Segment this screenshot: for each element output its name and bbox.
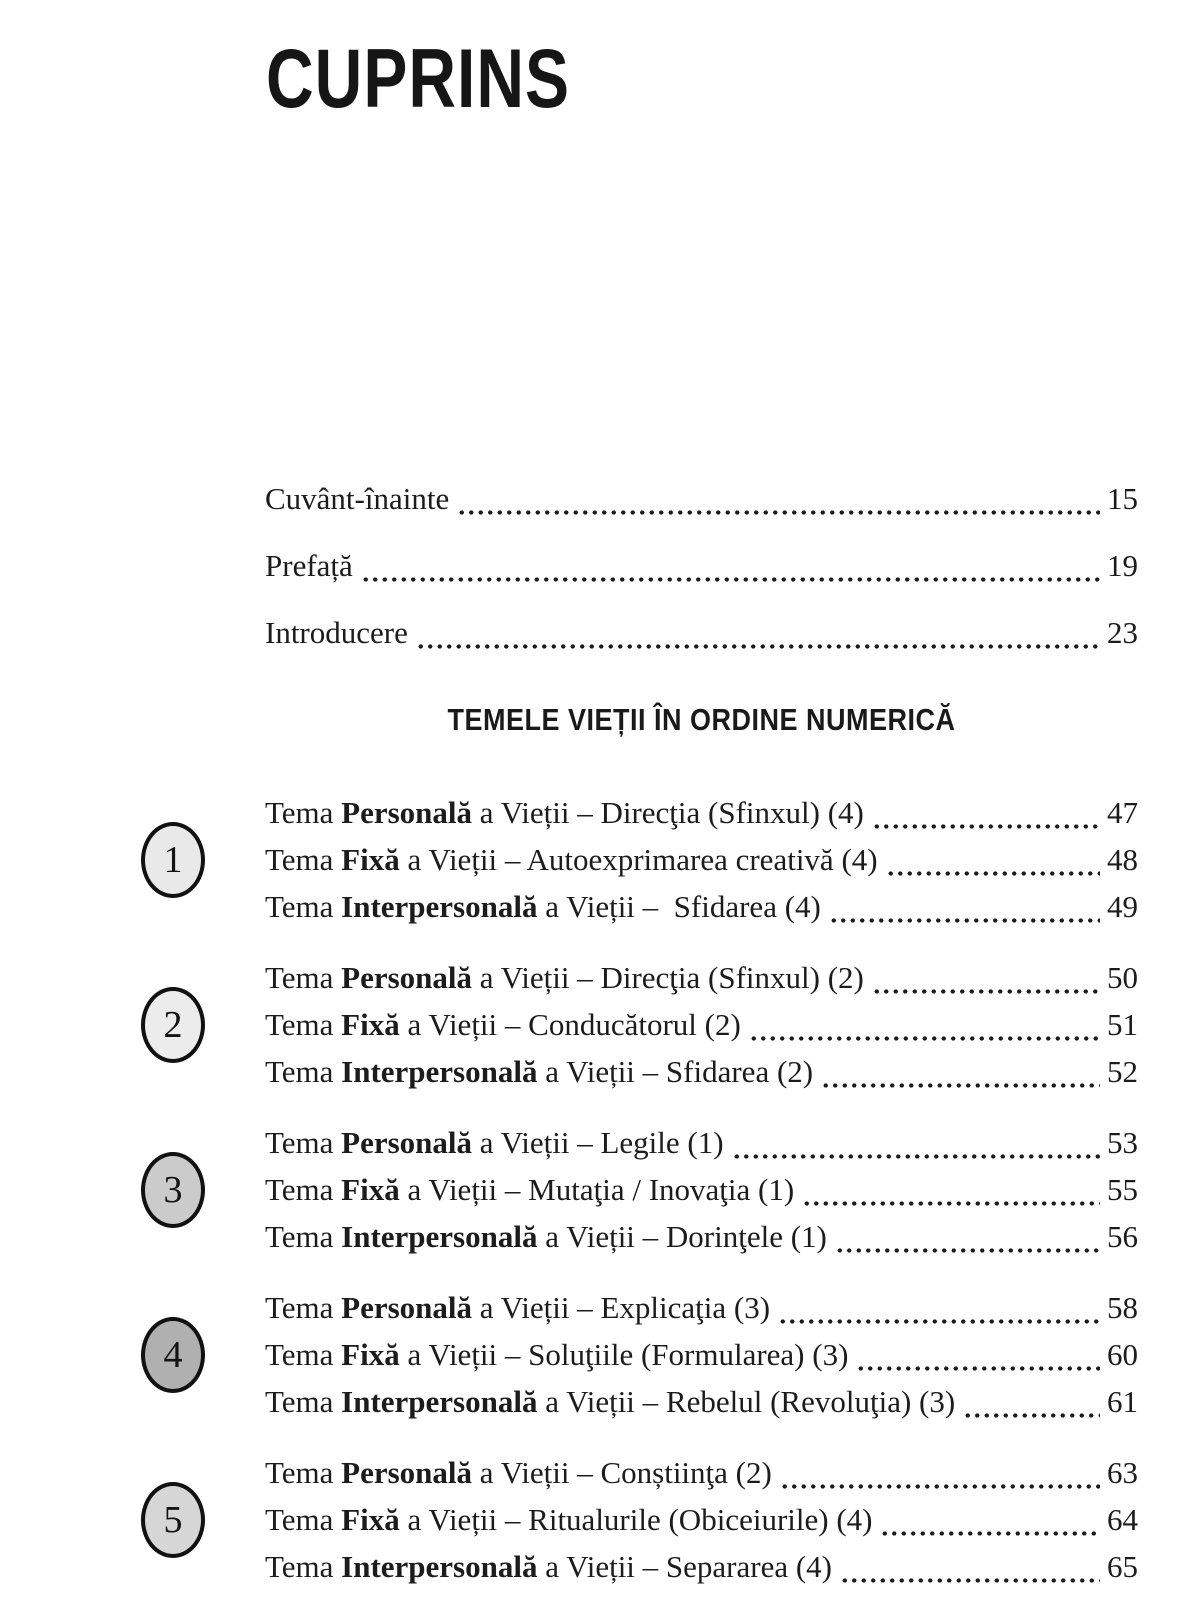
toc-entry-label: Tema Personală a Vieții – Direcţia (Sfinxul) (2) — [265, 960, 864, 995]
theme-group — [163, 954, 1138, 1095]
dot-leader — [821, 1083, 1100, 1088]
group-number-badge: 5 — [141, 1482, 205, 1558]
dot-leader — [872, 824, 1100, 829]
toc-entry-row — [265, 543, 1138, 589]
toc-entry-page-number: 61 — [1107, 1384, 1138, 1419]
toc-entry-label: Tema Interpersonală a Vieții – Rebelul (Revoluţia) (3) — [265, 1384, 956, 1419]
toc-entry-label: Tema Interpersonală a Vieții – Sfidarea (4) — [265, 889, 821, 924]
toc-entry-page-number: 65 — [1107, 1549, 1138, 1584]
toc-entry-label: Tema Personală a Vieții – Conștiinţa (2) — [265, 1455, 772, 1490]
dot-leader — [835, 1248, 1100, 1253]
group-number-badge: 2 — [141, 987, 205, 1063]
toc-entry-page-number: 49 — [1107, 889, 1138, 924]
toc-entry-page-number: 64 — [1107, 1502, 1138, 1537]
toc-entry-page-number: 23 — [1107, 615, 1138, 650]
dot-leader — [829, 918, 1100, 923]
front-matter-list — [265, 476, 1138, 677]
theme-group — [163, 1119, 1138, 1260]
dot-leader — [802, 1201, 1100, 1206]
toc-entry-page-number: 47 — [1107, 795, 1138, 830]
toc-entry-label: Tema Personală a Vieții – Legile (1) — [265, 1125, 724, 1160]
toc-entry-row — [265, 1048, 1138, 1095]
toc-entry-label: Tema Fixă a Vieții – Ritualurile (Obiceiurile) (4) — [265, 1502, 873, 1537]
toc-entry-row — [265, 789, 1138, 836]
toc-entry-page-number: 53 — [1107, 1125, 1138, 1160]
group-number-badge: 3 — [141, 1152, 205, 1228]
toc-entry-page-number: 19 — [1107, 548, 1138, 583]
theme-group — [163, 1449, 1138, 1590]
toc-entry-page-number: 56 — [1107, 1219, 1138, 1254]
toc-entry-label: Tema Interpersonală a Vieții – Sfidarea (2) — [265, 1054, 814, 1089]
toc-entry-label: Tema Interpersonală a Vieții – Dorinţele (1) — [265, 1219, 827, 1254]
dot-leader — [886, 871, 1100, 876]
dot-leader — [416, 644, 1100, 649]
dot-leader — [840, 1578, 1100, 1583]
toc-entry-row — [265, 1213, 1138, 1260]
toc-entry-label: Prefață — [265, 548, 353, 583]
toc-entry-row — [265, 883, 1138, 930]
dot-leader — [778, 1319, 1100, 1324]
dot-leader — [963, 1413, 1100, 1418]
section-heading: TEMELE VIEȚII ÎN ORDINE NUMERICĂ — [447, 703, 956, 737]
toc-entry-page-number: 60 — [1107, 1337, 1138, 1372]
toc-entry-label: Tema Interpersonală a Vieții – Separarea (4) — [265, 1549, 832, 1584]
dot-leader — [872, 989, 1100, 994]
toc-entry-row — [265, 1543, 1138, 1590]
group-number-badge: 1 — [141, 822, 205, 898]
toc-entry-row — [265, 1449, 1138, 1496]
toc-entry-label: Tema Fixă a Vieții – Conducătorul (2) — [265, 1007, 741, 1042]
toc-entry-page-number: 15 — [1107, 481, 1138, 516]
dot-leader — [880, 1531, 1100, 1536]
toc-entry-page-number: 58 — [1107, 1290, 1138, 1325]
toc-entry-page-number: 51 — [1107, 1007, 1138, 1042]
toc-entry-row — [265, 1166, 1138, 1213]
dot-leader — [457, 510, 1100, 515]
numbered-theme-groups — [163, 789, 1138, 1600]
toc-entry-row — [265, 476, 1138, 522]
toc-entry-row — [265, 1331, 1138, 1378]
toc-entry-row — [265, 1119, 1138, 1166]
toc-entry-row — [265, 1378, 1138, 1425]
toc-entry-page-number: 52 — [1107, 1054, 1138, 1089]
theme-group — [163, 789, 1138, 930]
toc-entry-row — [265, 836, 1138, 883]
toc-entry-page-number: 55 — [1107, 1172, 1138, 1207]
dot-leader — [749, 1036, 1100, 1041]
toc-entry-page-number: 48 — [1107, 842, 1138, 877]
toc-entry-page-number: 50 — [1107, 960, 1138, 995]
dot-leader — [732, 1154, 1100, 1159]
toc-entry-page-number: 63 — [1107, 1455, 1138, 1490]
toc-entry-row — [265, 1496, 1138, 1543]
toc-entry-label: Tema Fixă a Vieții – Soluţiile (Formularea) (3) — [265, 1337, 849, 1372]
page-title: CUPRINS — [266, 31, 571, 125]
toc-entry-label: Cuvânt-înainte — [265, 481, 450, 516]
toc-entry-label: Tema Personală a Vieții – Explicaţia (3) — [265, 1290, 771, 1325]
toc-entry-row — [265, 610, 1138, 656]
dot-leader — [780, 1484, 1100, 1489]
toc-entry-label: Tema Personală a Vieții – Direcţia (Sfinxul) (4) — [265, 795, 864, 830]
group-number-badge: 4 — [141, 1317, 205, 1393]
toc-entry-row — [265, 954, 1138, 1001]
toc-entry-row — [265, 1001, 1138, 1048]
toc-entry-row — [265, 1284, 1138, 1331]
toc-entry-label: Tema Fixă a Vieții – Autoexprimarea creativă (4) — [265, 842, 878, 877]
theme-group — [163, 1284, 1138, 1425]
dot-leader — [856, 1366, 1100, 1371]
toc-entry-label: Introducere — [265, 615, 408, 650]
dot-leader — [361, 577, 1100, 582]
toc-entry-label: Tema Fixă a Vieții – Mutaţia / Inovaţia (1) — [265, 1172, 795, 1207]
